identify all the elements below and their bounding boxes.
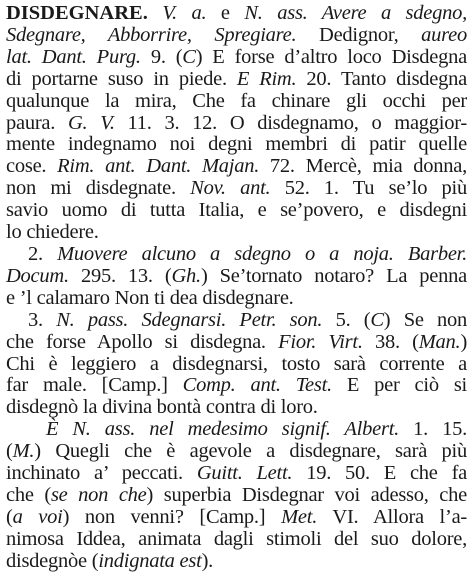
text-line bbox=[6, 113, 467, 135]
text-run: che ( bbox=[6, 483, 51, 506]
italic-run: E Rim. bbox=[236, 67, 297, 90]
text-run: inchinato a’ peccati. bbox=[6, 462, 197, 485]
text-run: VI. Allora l’a- bbox=[317, 505, 468, 528]
text-line bbox=[6, 69, 467, 91]
italic-run: Met. bbox=[281, 505, 318, 528]
italic-run: C bbox=[370, 308, 384, 331]
text-line bbox=[6, 310, 467, 332]
italic-run: Rim. ant. Dant. Majan. bbox=[57, 155, 260, 178]
headword: DISDEGNARE. bbox=[6, 2, 148, 24]
text-run: 5. ( bbox=[322, 308, 371, 331]
text-run: 9. ( bbox=[140, 45, 183, 68]
sense-2 bbox=[6, 244, 467, 310]
text-line bbox=[6, 47, 467, 69]
text-line bbox=[6, 463, 467, 485]
text-run: e ’l calamaro Non ti dea disdegnare. bbox=[6, 286, 294, 309]
text-line bbox=[6, 397, 467, 419]
text-line bbox=[6, 441, 467, 463]
text-run: Chi è leggiero a disdegnarsi, tosto sarà corrente a bbox=[6, 352, 467, 375]
italic-run: N. ass. Avere a sdegno, bbox=[244, 2, 467, 24]
text-line bbox=[6, 288, 467, 310]
text-run: disdegnò la divina bontà contra di loro. bbox=[6, 396, 318, 419]
text-line bbox=[6, 419, 467, 441]
text-run: ). bbox=[201, 549, 214, 572]
text-run: ) superbia Disdegnar voi adesso, che bbox=[146, 483, 468, 506]
italic-run: lat. Dant. Purg. bbox=[6, 45, 141, 68]
italic-run: Muovere alcuno a sdegno o a noja. Barber. bbox=[57, 242, 468, 265]
text-run: paura. bbox=[6, 111, 68, 134]
text-line bbox=[6, 200, 467, 222]
text-line bbox=[6, 244, 467, 266]
text-line bbox=[6, 551, 467, 573]
text-run: Dedignor, bbox=[296, 23, 422, 46]
italic-run: N. pass. Sdegnarsi. Petr. son. bbox=[56, 308, 323, 331]
italic-run: aureo bbox=[421, 23, 467, 46]
italic-run: V. a. bbox=[162, 2, 207, 24]
text-run: disdegnòe ( bbox=[6, 549, 99, 572]
italic-run: Fior. Virt. bbox=[278, 330, 363, 353]
text-run: ) non venni? [Camp.] bbox=[62, 505, 282, 528]
text-line bbox=[6, 156, 467, 178]
text-run: E per ciò si bbox=[331, 374, 467, 397]
text-run: nimosa Iddea, animata dagli stimoli del suo dolore, bbox=[6, 527, 467, 550]
text-run: ( bbox=[6, 505, 13, 528]
text-run: 1. 15. bbox=[399, 418, 467, 441]
text-run: 19. 50. E che fa bbox=[292, 462, 467, 485]
text-run: savio uomo di tutta Italia, e se’povero, e disdegni bbox=[6, 199, 467, 222]
text-run: ) Se non bbox=[383, 308, 468, 331]
text-run: ) Se’tornato notaro? La penna bbox=[200, 264, 468, 287]
text-line bbox=[6, 134, 467, 156]
italic-run: Comp. ant. Test. bbox=[182, 374, 332, 397]
text-run: far male. [Camp.] bbox=[6, 374, 183, 397]
text-line bbox=[6, 529, 467, 551]
italic-run: G. V. bbox=[67, 111, 115, 134]
text-run: 2. bbox=[28, 242, 58, 265]
text-run: ) E forse d’altro loco Disdegna bbox=[195, 45, 467, 68]
text-line bbox=[6, 178, 467, 200]
italic-run: Sdegnare, Abborrire, Spregiare. bbox=[6, 23, 297, 46]
text-run: 72. Mercè, mia donna, bbox=[259, 155, 467, 178]
text-line bbox=[6, 375, 467, 397]
text-run: 295. 13. ( bbox=[68, 264, 172, 287]
text-run: e bbox=[206, 2, 245, 24]
text-line bbox=[6, 354, 467, 376]
italic-run: Guitt. Lett. bbox=[196, 462, 293, 485]
text-line bbox=[6, 222, 467, 244]
italic-run: Man. bbox=[418, 330, 461, 353]
text-run: che forse Apollo si disdegna. bbox=[6, 330, 279, 353]
text-run: non mi disdegnate. bbox=[6, 177, 191, 200]
text-line bbox=[6, 266, 467, 288]
italic-run: Nov. ant. bbox=[190, 177, 271, 200]
text-run: ) bbox=[460, 330, 468, 353]
text-line bbox=[6, 332, 467, 354]
entry-disdegnare bbox=[6, 3, 467, 244]
text-run: qualunque la mira, Che fa chinare gli occhi per bbox=[6, 89, 467, 112]
text-run: lo chiedere. bbox=[6, 221, 99, 244]
italic-run: C bbox=[182, 45, 196, 68]
sense-3 bbox=[6, 310, 467, 420]
text-run: 20. Tanto disdegna bbox=[296, 67, 468, 90]
text-run: cose. bbox=[6, 155, 58, 178]
text-line bbox=[6, 25, 467, 47]
text-run: 52. 1. Tu se’lo più bbox=[270, 177, 467, 200]
text-run: 11. 3. 12. O disdegnamo, o maggior- bbox=[114, 111, 467, 134]
sense-4 bbox=[6, 419, 467, 572]
text-run: ( bbox=[6, 440, 13, 463]
text-line bbox=[6, 485, 467, 507]
italic-run: È N. ass. nel medesimo signif. Albert. bbox=[46, 418, 400, 441]
text-run: di portarne suso in piede. bbox=[6, 67, 237, 90]
text-line bbox=[6, 507, 467, 529]
italic-run: Gh. bbox=[171, 264, 201, 287]
text-run: 38. ( bbox=[362, 330, 419, 353]
italic-run: indignata est bbox=[98, 549, 202, 572]
italic-run: Docum. bbox=[6, 264, 69, 287]
text-line bbox=[6, 3, 467, 25]
text-line bbox=[6, 91, 467, 113]
text-run: ) Quegli che è agevole a disdegnare, sarà più bbox=[34, 440, 467, 463]
italic-run: a voi bbox=[12, 505, 63, 528]
text-run: mente indegnamo noi degni membri di patir quelle bbox=[6, 133, 467, 156]
italic-run: se non che bbox=[50, 483, 147, 506]
text-run: 3. bbox=[28, 308, 57, 331]
italic-run: M. bbox=[12, 440, 35, 463]
